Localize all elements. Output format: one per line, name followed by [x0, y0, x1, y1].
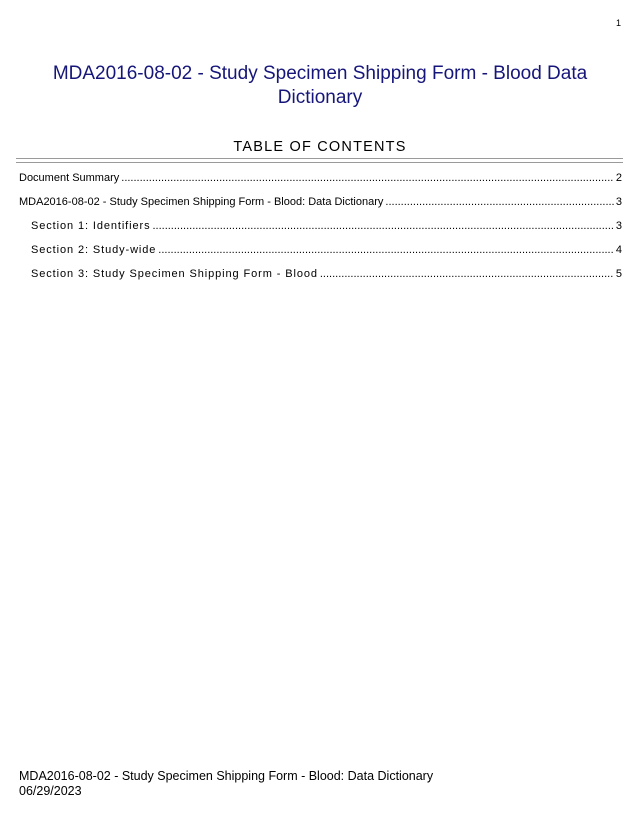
toc-entry-label: Section 1: Identifiers — [31, 220, 151, 232]
toc-entry-page: 3 — [615, 220, 622, 232]
toc-entry-label: Section 3: Study Specimen Shipping Form - Blood — [31, 268, 318, 280]
toc-entry-page: 4 — [615, 244, 622, 256]
table-of-contents — [19, 172, 622, 292]
toc-dot-leader — [152, 220, 613, 232]
page-number: 1 — [615, 18, 621, 28]
toc-entry-page: 5 — [615, 268, 622, 280]
toc-entry-document-summary[interactable] — [19, 172, 622, 196]
toc-dot-leader — [320, 268, 614, 280]
toc-heading: TABLE OF CONTENTS — [233, 139, 407, 155]
toc-dot-leader — [121, 172, 614, 184]
toc-entry-data-dictionary[interactable] — [19, 196, 622, 220]
document-title: MDA2016-08-02 - Study Specimen Shipping Form - Blood Data Dictionary — [52, 63, 588, 108]
toc-entry-label: Section 2: Study-wide — [31, 244, 157, 256]
toc-entry-section-2[interactable] — [19, 244, 622, 268]
footer-date: 06/29/2023 — [19, 784, 82, 798]
toc-divider — [16, 158, 623, 163]
toc-dot-leader — [158, 244, 614, 256]
toc-entry-label: Document Summary — [19, 172, 120, 184]
toc-entry-section-1[interactable] — [19, 220, 622, 244]
page-footer — [19, 769, 433, 799]
toc-dot-leader — [385, 196, 613, 208]
toc-entry-page: 3 — [615, 196, 622, 208]
footer-document-name: MDA2016-08-02 - Study Specimen Shipping Form - Blood: Data Dictionary — [19, 769, 434, 783]
toc-entry-section-3[interactable] — [19, 268, 622, 292]
toc-entry-page: 2 — [615, 172, 622, 184]
toc-entry-label: MDA2016-08-02 - Study Specimen Shipping Form - Blood: Data Dictionary — [19, 196, 384, 208]
